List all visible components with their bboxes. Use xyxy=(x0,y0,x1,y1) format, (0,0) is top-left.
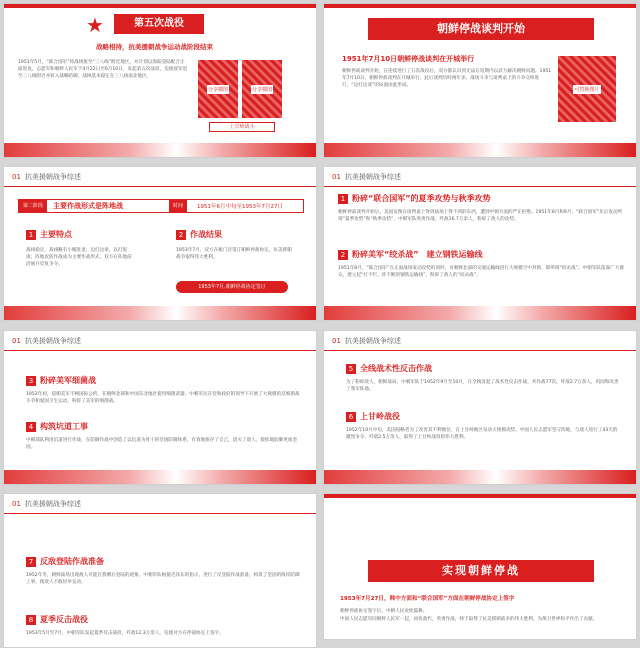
section-number: 5 xyxy=(346,364,356,374)
image-caption: 上甘岭战斗 xyxy=(209,122,275,132)
stage-tag: 第二阶段 xyxy=(19,200,47,212)
slide-header xyxy=(4,331,316,351)
section-number: 1 xyxy=(338,194,348,204)
section-title: 全线战术性反击作战 xyxy=(360,364,432,373)
section-number: 6 xyxy=(346,412,356,422)
section-title: 粉碎美军细菌战 xyxy=(40,376,96,385)
section-1-heading xyxy=(338,193,491,204)
slide-title: 第五次战役 xyxy=(114,14,204,34)
section-number: 2 xyxy=(338,250,348,260)
slide-subtitle: 1951年7月10日朝鲜停战谈判在开城举行 xyxy=(342,55,475,63)
bottom-band xyxy=(4,306,316,320)
section-title: 上甘岭战役 xyxy=(360,412,400,421)
section-4-text: 中朝部队利用坑道进行作战，在防御作战中创造了以坑道为骨干的坚固防御体系，有效地保存了自己，消灭了敌人，使阵地防御更加坚固。 xyxy=(26,438,298,450)
header-number: 01 xyxy=(332,173,341,181)
section-number: 3 xyxy=(26,376,36,386)
section-2-heading xyxy=(176,229,222,240)
top-accent xyxy=(324,4,637,8)
header-number: 01 xyxy=(12,173,21,181)
slide-6-thumbnail[interactable] xyxy=(323,330,637,485)
slide-header xyxy=(324,331,636,351)
section-3-text: 1952年初，侵朝美军不顾国际公约，在朝鲜北部和中国东北地区使用细菌武器。中朝军民在党和政府的领导下开展了大规模的反细菌战斗争和爱国卫生运动，粉碎了美军的细菌战。 xyxy=(26,392,300,404)
stage-title: 主要作战形式是阵地战 xyxy=(53,202,124,210)
bottom-band xyxy=(324,306,636,320)
bullet-2: 中国人民志愿军同朝鲜人民军一起，同仇敌忾，英勇作战，终于取得了抗美援朝战争的伟大胜利，为保卫世界和平作出了贡献。 xyxy=(340,617,598,622)
section-2-heading xyxy=(338,249,483,260)
slide-7-thumbnail[interactable] xyxy=(3,493,317,648)
header-title: 抗美援朝战争综述 xyxy=(344,173,401,181)
bottom-band xyxy=(4,470,316,484)
slide-8-thumbnail[interactable] xyxy=(323,493,637,640)
image-label: 可替换图片 xyxy=(574,86,600,93)
section-title: 粉碎“联合国军”的夏季攻势与秋季攻势 xyxy=(352,194,491,203)
header-number: 01 xyxy=(332,337,341,345)
header-number: 01 xyxy=(12,337,21,345)
section-8-heading xyxy=(26,614,88,625)
image-label: 分享插图 xyxy=(207,86,228,93)
body-text: 朝鲜停战谈判开始，在连续进行了五次战役后，双方都认识到无法在短期内以武力解决朝鲜问题。1951年7月10日，朝鲜停战谈判在开城举行，此后谈判历时两年多，战场斗争与谈判桌上的斗争交织进行，“边打边谈”的局面由此形成。 xyxy=(342,69,552,88)
slide-header xyxy=(324,167,636,187)
section-title: 主要特点 xyxy=(40,230,72,239)
image-placeholder-1[interactable] xyxy=(198,60,238,118)
section-6-text: 1952年10月中旬，美国侵略者为了改善其不利地位，在上甘岭地区发动大规模攻势。中国人民志愿军坚守阵地，与敌人进行了43天的激烈争夺，歼敌2.5万余人，取得了上甘岭战役的伟大胜利。 xyxy=(346,428,618,440)
section-title: 作战结果 xyxy=(190,230,222,239)
result-pill: 1953年7月,朝鲜停战协定签订 xyxy=(176,281,288,293)
bottom-band xyxy=(324,143,636,157)
section-title: 夏季反击战役 xyxy=(40,615,88,624)
section-7-text: 1952年冬，朝鲜战场出现敌人可能在我侧后登陆的迹象。中朝军队根据毛泽东的指示，进行了反登陆作战准备，构筑了坚固的海岸防御工事，使敌人不敢轻举妄动。 xyxy=(26,573,300,585)
section-1-heading xyxy=(26,229,72,240)
image-placeholder-2[interactable] xyxy=(242,60,282,118)
header-title: 抗美援朝战争综述 xyxy=(24,337,81,345)
slide-4-thumbnail[interactable] xyxy=(323,166,637,321)
section-title: 反敌登陆作战准备 xyxy=(40,557,104,566)
slide-subtitle: 战略相持，抗美援朝战争运动战阶段结束 xyxy=(96,43,213,51)
bottom-band xyxy=(324,470,636,484)
section-number: 1 xyxy=(26,230,36,240)
bullet-1: 朝鲜停战协定签字后，中朝人民欢欣鼓舞。 xyxy=(340,609,428,614)
slide-title: 实现朝鲜停战 xyxy=(368,560,594,582)
slide-title: 朝鲜停战谈判开始 xyxy=(368,18,594,40)
top-accent xyxy=(324,494,637,498)
section-4-heading xyxy=(26,421,88,432)
section-3-heading xyxy=(26,375,96,386)
header-title: 抗美援朝战争综述 xyxy=(24,173,81,181)
section-7-heading xyxy=(26,556,104,567)
section-5-heading xyxy=(346,363,432,374)
section-number: 8 xyxy=(26,615,36,625)
body-text: 1951年5月，“联合国军”将战线推至“三八线”附近地区，并计划以海陆登陆配合正面进攻。志愿军和朝鲜人民军于4月22日至6月10日，发起第五次战役，迫使敌军退至三八线附近并转入战略防御，战线基本稳定在三八线南北地区。 xyxy=(18,60,188,79)
section-title: 构筑坑道工事 xyxy=(40,422,88,431)
section-number: 4 xyxy=(26,422,36,432)
header-title: 抗美援朝战争综述 xyxy=(344,337,401,345)
header-number: 01 xyxy=(12,500,21,508)
star-icon: ★ xyxy=(86,13,104,37)
section-2-text: 1951年8月，“联合国军”在正面战场发动攻势的同时，对朝鲜北部的交通运输线进行大规模空中封锁，即所谓“绞杀战”。中朝军队依靠广大群众，建立起“打不烂、炸不断的钢铁运输线”，粉碎了敌人的“绞杀战”。 xyxy=(338,266,624,278)
top-accent xyxy=(4,4,317,8)
slide-5-thumbnail[interactable] xyxy=(3,330,317,485)
image-label: 分享插图 xyxy=(251,86,272,93)
bottom-band xyxy=(4,143,316,157)
time-tag: 时间 xyxy=(169,200,187,212)
section-1-text: 朝鲜停战谈判开始后，美国妄图在谈判桌上得到战场上得不到的东西，遭到中朝方面的严正拒绝。1951年8月和9月，“联合国军”先后发动所谓“夏季攻势”和“秋季攻势”，中朝军队英勇作战，歼敌16.7万余人，粉碎了敌人的攻势。 xyxy=(338,210,623,222)
slide-subtitle: 1953年7月27日，韩中方面和“联合国军”方面在朝鲜停战协定上签字 xyxy=(340,596,515,602)
slide-1-thumbnail[interactable] xyxy=(3,3,317,158)
header-title: 抗美援朝战争综述 xyxy=(24,500,81,508)
slide-2-thumbnail[interactable] xyxy=(323,3,637,158)
section-5-text: 为了粉碎敌人，朝鲜战局，中朝军队于1952年9月至10月，在全线发起了战术性反击作战，共作战77次，歼敌2.7万余人，巩固和改善了我军阵地。 xyxy=(346,380,619,392)
image-placeholder[interactable] xyxy=(558,56,616,122)
section-6-heading xyxy=(346,411,400,422)
section-1-text: 战线稳定，战线略有小幅进退；边打边谈，以打促谈；阵地攻防作战成为主要作战形式，双方在阵地前沿展开反复争夺。 xyxy=(26,248,132,267)
section-title: 粉碎美军“绞杀战” 建立钢铁运输线 xyxy=(352,250,483,259)
slide-header xyxy=(4,494,316,514)
slide-header xyxy=(4,167,316,187)
time-value: 1951年6月中旬至1953年7月27日 xyxy=(197,204,284,210)
section-number: 2 xyxy=(176,230,186,240)
section-8-text: 1953年5月至7月，中朝军队发起夏季反击战役，歼敌12.3万余人，迫使对方在停战协定上签字。 xyxy=(26,631,224,636)
section-number: 7 xyxy=(26,557,36,567)
slide-3-thumbnail[interactable] xyxy=(3,166,317,321)
section-2-text: 1953年7月，双方在板门店签订朝鲜停战协定，抗美援朝战争取得伟大胜利。 xyxy=(176,248,292,260)
stage-row xyxy=(18,199,304,213)
